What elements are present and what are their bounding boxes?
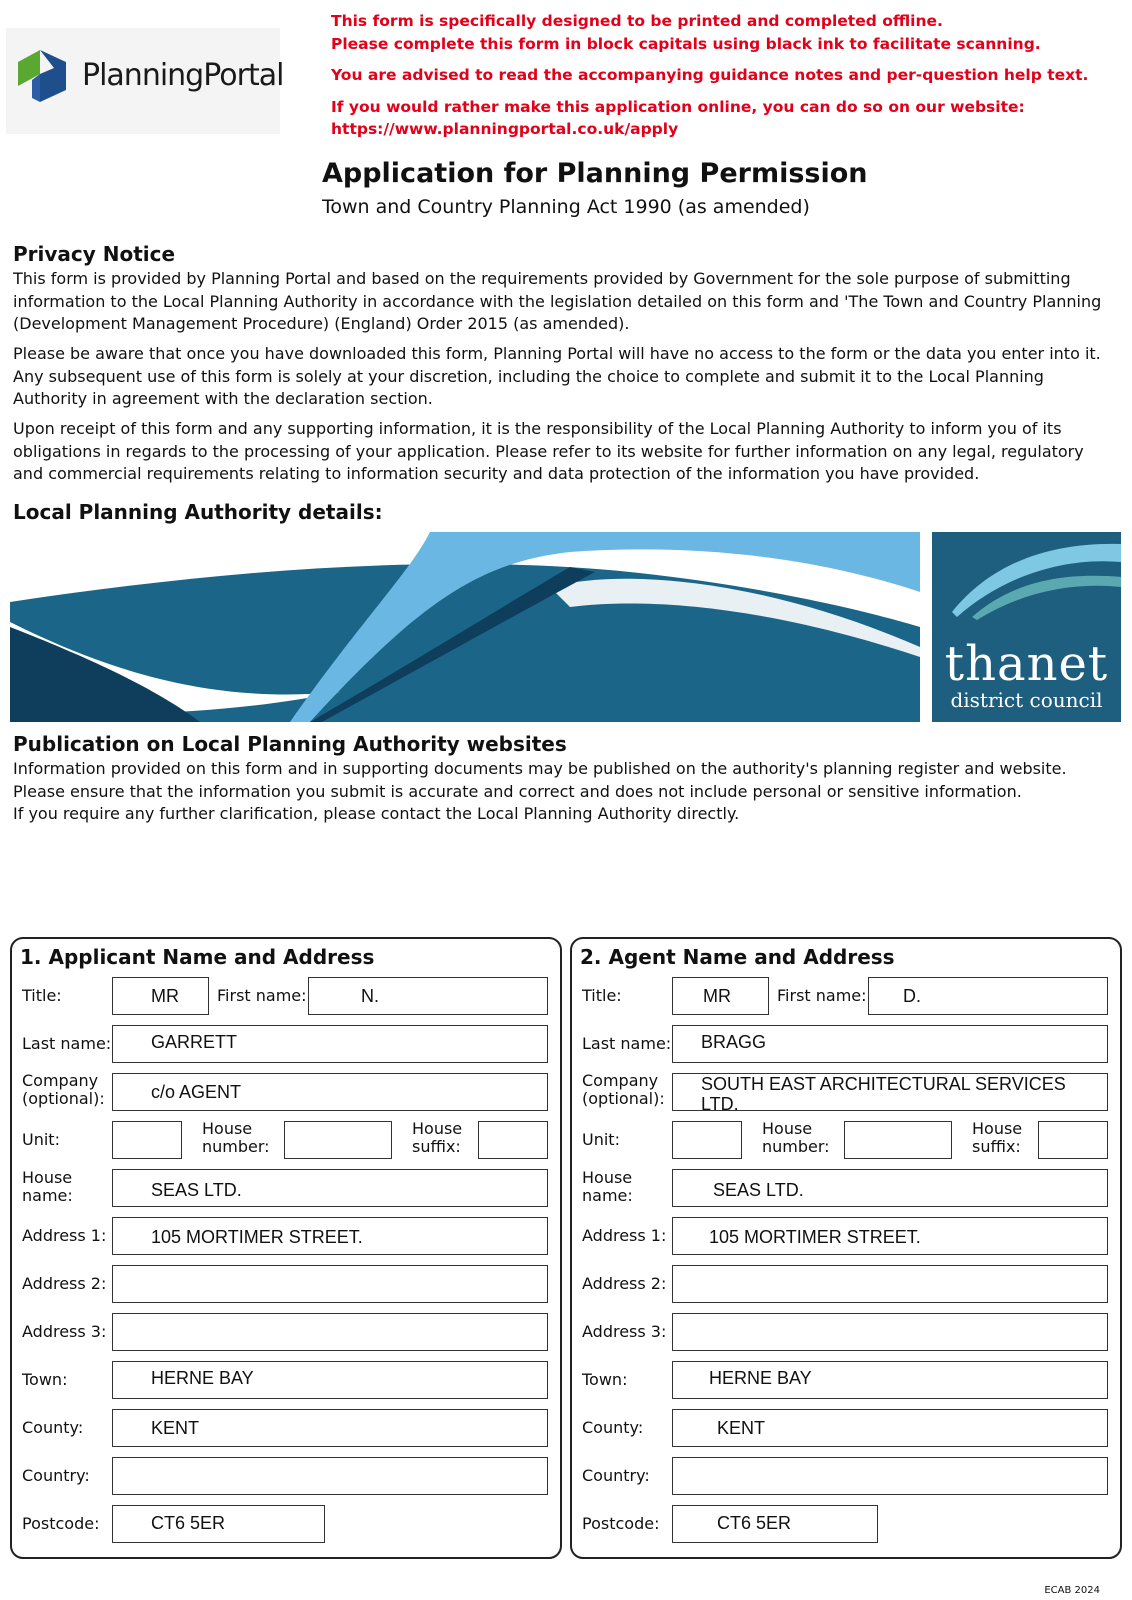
agent-town-label: Town: (582, 1370, 628, 1389)
form-subtitle: Town and Country Planning Act 1990 (as amended) (322, 196, 810, 218)
agent-house-suffix-field[interactable] (1038, 1121, 1108, 1159)
agent-company-label: Company (optional): (582, 1071, 665, 1108)
privacy-paragraph-2: Please be aware that once you have downloaded this form, Planning Portal will have no access to the form or the data you enter into it. Any subsequent use of this form is solely at your discretion, including the choice to complete and submit it to the Local Planning Authority in agreement with the declaration section. (13, 344, 1101, 408)
applicant-first-name-label: First name: (217, 986, 307, 1005)
applicant-first-name-value: N. (361, 986, 379, 1006)
applicant-address1-label: Address 1: (22, 1226, 107, 1245)
applicant-address1-field[interactable] (112, 1217, 548, 1255)
applicant-address1-value: 105 MORTIMER STREET. (151, 1227, 363, 1247)
applicant-address2-field[interactable] (112, 1265, 548, 1303)
privacy-heading: Privacy Notice (13, 242, 176, 266)
applicant-title-field[interactable] (112, 977, 209, 1015)
applicant-last-name-label: Last name: (22, 1034, 112, 1053)
agent-company-value: SOUTH EAST ARCHITECTURAL SERVICES LTD. (701, 1074, 1066, 1111)
applicant-company-label: Company (optional): (22, 1071, 105, 1108)
agent-county-value: KENT (717, 1418, 766, 1438)
applicant-country-field[interactable] (112, 1457, 548, 1495)
agent-house-name-label: House name: (582, 1168, 633, 1205)
applicant-unit-field[interactable] (112, 1121, 182, 1159)
agent-title-value: MR (703, 986, 731, 1006)
agent-address3-field[interactable] (672, 1313, 1108, 1351)
applicant-address3-label: Address 3: (22, 1322, 107, 1341)
agent-last-name-field[interactable] (672, 1025, 1108, 1063)
applicant-last-name-field[interactable] (112, 1025, 548, 1063)
council-subtitle: district council (950, 688, 1103, 712)
applicant-company-field[interactable] (112, 1073, 548, 1111)
agent-postcode-value: CT6 5ER (717, 1513, 792, 1533)
agent-address1-label: Address 1: (582, 1226, 667, 1245)
agent-heading: 2. Agent Name and Address (580, 945, 895, 969)
applicant-house-name-field[interactable] (112, 1169, 548, 1207)
agent-address1-value: 105 MORTIMER STREET. (709, 1227, 921, 1247)
agent-unit-label: Unit: (582, 1130, 620, 1149)
agent-address2-field[interactable] (672, 1265, 1108, 1303)
applicant-title-value: MR (151, 986, 179, 1006)
applicant-house-name-label: House name: (22, 1168, 73, 1205)
agent-first-name-value: D. (903, 986, 921, 1006)
applicant-house-suffix-label: House suffix: (412, 1119, 463, 1156)
agent-house-number-label: House number: (762, 1119, 830, 1156)
applicant-last-name-value: GARRETT (151, 1032, 238, 1052)
applicant-postcode-field[interactable] (112, 1505, 325, 1543)
privacy-paragraph-3: Upon receipt of this form and any supporting information, it is the responsibility of the Local Planning Authority to inform you of its obligations in regards to the processing of your application. Please refer to its website for further information on any legal, regulatory and commercial requirements relating to information security and data protection of the information you have provided. (13, 419, 1084, 483)
applicant-county-label: County: (22, 1418, 84, 1437)
applicant-county-value: KENT (151, 1418, 200, 1438)
agent-address1-field[interactable] (672, 1217, 1108, 1255)
applicant-house-number-field[interactable] (284, 1121, 392, 1159)
agent-company-field[interactable] (672, 1073, 1108, 1111)
apply-link[interactable]: https://www.planningportal.co.uk/apply (331, 120, 679, 138)
agent-address3-label: Address 3: (582, 1322, 667, 1341)
agent-county-field[interactable] (672, 1409, 1108, 1447)
applicant-county-field[interactable] (112, 1409, 548, 1447)
publication-text: Information provided on this form and in supporting documents may be published on the authority's planning register and website. Please ensure that the information you submit is accurate and correct and does not include personal or sensitive information. If you require any further clarification, please contact the Local Planning Authority directly. (13, 759, 1067, 823)
applicant-company-value: c/o AGENT (151, 1082, 242, 1102)
applicant-town-label: Town: (22, 1370, 68, 1389)
applicant-town-value: HERNE BAY (151, 1368, 254, 1388)
agent-country-field[interactable] (672, 1457, 1108, 1495)
agent-country-label: Country: (582, 1466, 650, 1485)
council-name: thanet (944, 636, 1109, 692)
agent-title-label: Title: (582, 986, 622, 1005)
agent-last-name-label: Last name: (582, 1034, 672, 1053)
applicant-house-name-value: SEAS LTD. (151, 1180, 242, 1200)
agent-town-value: HERNE BAY (709, 1368, 812, 1388)
agent-address2-label: Address 2: (582, 1274, 667, 1293)
agent-section (570, 937, 1122, 1559)
agent-unit-field[interactable] (672, 1121, 742, 1159)
agent-postcode-field[interactable] (672, 1505, 878, 1543)
agent-house-name-field[interactable] (672, 1169, 1108, 1207)
council-swoosh-icon (932, 532, 1121, 632)
agent-house-suffix-label: House suffix: (972, 1119, 1023, 1156)
agent-town-field[interactable] (672, 1361, 1108, 1399)
applicant-address3-field[interactable] (112, 1313, 548, 1351)
online-note: If you would rather make this application online, you can do so on our website: (331, 98, 1025, 116)
publication-heading: Publication on Local Planning Authority websites (13, 732, 567, 756)
agent-county-label: County: (582, 1418, 644, 1437)
guidance-note: You are advised to read the accompanying guidance notes and per-question help text. (331, 66, 1089, 84)
logo-text: PlanningPortal (82, 58, 284, 93)
applicant-country-label: Country: (22, 1466, 90, 1485)
applicant-title-label: Title: (22, 986, 62, 1005)
agent-house-name-value: SEAS LTD. (713, 1180, 804, 1200)
form-code: ECAB 2024 (1044, 1585, 1100, 1596)
applicant-section (10, 937, 562, 1559)
applicant-house-suffix-field[interactable] (478, 1121, 548, 1159)
privacy-paragraph-1: This form is provided by Planning Portal and based on the requirements provided by Government for the sole purpose of submitting information to the Local Planning Authority in accordance with the legislation detailed on this form and 'The Town and Country Planning (Development Management Procedure) (England) Order 2015 (as amended). (13, 269, 1102, 333)
agent-last-name-value: BRAGG (701, 1032, 767, 1052)
agent-first-name-field[interactable] (868, 977, 1108, 1015)
offline-note: This form is specifically designed to be printed and completed offline. (331, 12, 943, 30)
block-capitals-note: Please complete this form in block capitals using black ink to facilitate scanning. (331, 35, 1041, 53)
applicant-unit-label: Unit: (22, 1130, 60, 1149)
form-title: Application for Planning Permission (322, 158, 868, 189)
agent-title-field[interactable] (672, 977, 769, 1015)
applicant-first-name-field[interactable] (308, 977, 548, 1015)
applicant-heading: 1. Applicant Name and Address (20, 945, 375, 969)
applicant-house-number-label: House number: (202, 1119, 270, 1156)
agent-house-number-field[interactable] (844, 1121, 952, 1159)
applicant-postcode-label: Postcode: (22, 1514, 100, 1533)
thanet-council-logo (932, 532, 1121, 722)
council-banner (10, 532, 920, 722)
agent-postcode-label: Postcode: (582, 1514, 660, 1533)
applicant-address2-label: Address 2: (22, 1274, 107, 1293)
lpa-heading: Local Planning Authority details: (13, 500, 383, 524)
applicant-town-field[interactable] (112, 1361, 548, 1399)
planning-portal-icon (10, 40, 76, 112)
planning-portal-logo (6, 28, 284, 134)
applicant-postcode-value: CT6 5ER (151, 1513, 226, 1533)
agent-first-name-label: First name: (777, 986, 867, 1005)
